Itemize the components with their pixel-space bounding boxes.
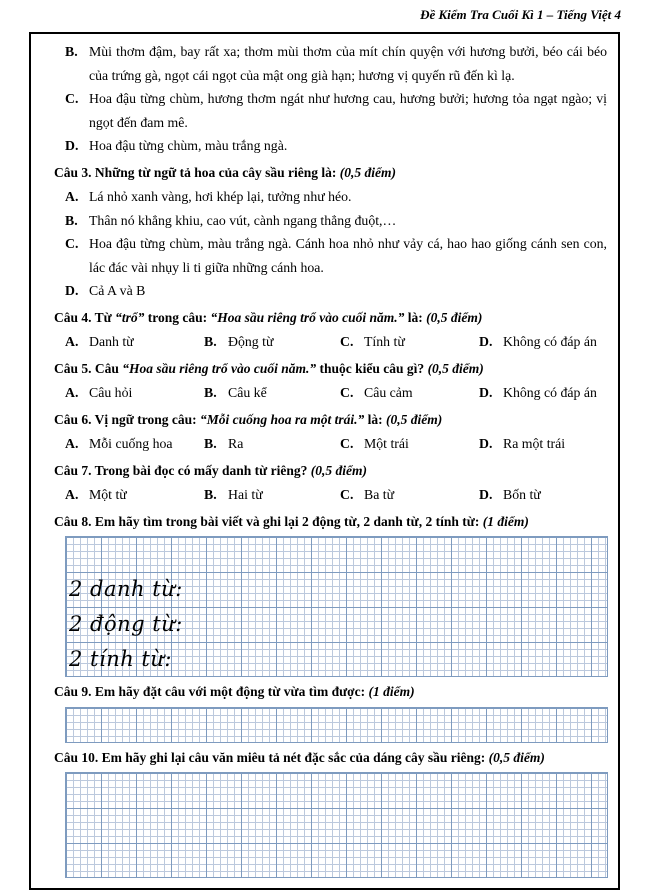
option-letter: C. [65, 91, 79, 106]
question-cau-4 [54, 306, 608, 330]
question-text-segment: trong câu: [144, 309, 211, 325]
question-text-segment: “Hoa sầu riêng trổ vào cuối năm.” [122, 360, 317, 376]
options-row-cau-7-options [65, 483, 608, 507]
answer-option-cau-6-options-b [204, 432, 340, 456]
option-text: Câu cảm [364, 385, 413, 400]
option-letter: C. [65, 236, 79, 251]
answer-option-cau-7-options-c [340, 483, 479, 507]
option-letter: D. [479, 385, 493, 400]
answer-grid-cau-9-answer [65, 707, 608, 743]
answer-option-cau-2-options-b [65, 40, 608, 87]
option-text: Ra [228, 436, 244, 451]
option-text: Hoa đậu từng chùm, màu trắng ngà. [89, 138, 288, 153]
option-letter: D. [65, 138, 79, 153]
document-content [54, 40, 608, 878]
question-text-segment: Câu 6. Vị ngữ trong câu: [54, 411, 200, 427]
question-text-segment: là: [364, 411, 387, 427]
answer-option-cau-3-options-c [65, 232, 608, 279]
question-cau-9 [54, 680, 608, 704]
option-letter: B. [204, 436, 217, 451]
question-text-segment: Câu 10. Em hãy ghi lại câu văn miêu tả nét đặc sắc của dáng cây sầu riêng: [54, 749, 489, 765]
question-text-segment: Câu 9. Em hãy đặt câu với một động từ vừa tìm được: [54, 684, 369, 699]
option-text: Ra một trái [503, 436, 566, 451]
option-letter: C. [340, 334, 354, 349]
answer-option-cau-4-options-b [204, 330, 340, 354]
option-text: Câu hỏi [89, 385, 133, 400]
option-letter: D. [479, 487, 493, 502]
answer-option-cau-3-options-d [65, 279, 608, 303]
question-text-segment: (0,5 điểm) [488, 749, 545, 765]
answer-option-cau-6-options-c [340, 432, 479, 456]
options-row-cau-4-options [65, 330, 608, 354]
question-text-segment: (0,5 điểm) [427, 360, 484, 376]
option-letter: B. [204, 334, 217, 349]
answer-option-cau-6-options-d [479, 432, 608, 456]
question-cau-5 [54, 357, 608, 381]
option-text: Không có đáp án [503, 334, 597, 349]
answer-option-cau-5-options-a [65, 381, 204, 405]
answer-option-cau-3-options-b [65, 209, 608, 233]
question-cau-3 [54, 161, 608, 185]
option-text: Hai từ [228, 487, 263, 502]
question-text-segment: (0,5 điểm) [339, 164, 396, 180]
answer-option-cau-2-options-c [65, 87, 608, 134]
option-letter: B. [204, 385, 217, 400]
question-cau-6 [54, 408, 608, 432]
answer-option-cau-4-options-d [479, 330, 608, 354]
handwritten-answer: 2 tính từ: [69, 647, 172, 671]
option-text: Thân nó khẳng khiu, cao vút, cành ngang thẳng đuột,… [89, 212, 397, 228]
options-row-cau-5-options [65, 381, 608, 405]
question-text-segment: (0,5 điểm) [386, 411, 443, 427]
option-letter: B. [204, 487, 217, 502]
option-letter: D. [479, 334, 493, 349]
question-cau-7 [54, 459, 608, 483]
option-letter: C. [340, 487, 354, 502]
question-text-segment: là: [404, 309, 427, 325]
option-text: Một từ [89, 487, 127, 502]
option-text: Bốn từ [503, 487, 541, 502]
question-text-segment: Câu 8. Em hãy tìm trong bài viết và ghi lại 2 động từ, 2 danh từ, 2 tính từ: [54, 513, 483, 529]
option-letter: B. [65, 44, 78, 59]
question-text-segment: (1 điểm) [368, 684, 415, 699]
question-text-segment: thuộc kiểu câu gì? [316, 360, 428, 376]
question-text-segment: (0,5 điểm) [426, 309, 483, 325]
answer-grid-cau-10-answer [65, 772, 608, 878]
option-text: Hoa đậu từng chùm, màu trắng ngà. Cánh hoa nhỏ như vảy cá, hao hao giống cánh sen con, lác đác vài nhụy li ti giữa những cánh hoa. [89, 236, 607, 275]
option-text: Không có đáp án [503, 385, 597, 400]
option-letter: A. [65, 436, 79, 451]
question-cau-8 [54, 510, 608, 534]
answer-option-cau-7-options-a [65, 483, 204, 507]
answer-option-cau-5-options-b [204, 381, 340, 405]
question-text-segment: Câu 4. Từ [54, 309, 116, 325]
option-letter: A. [65, 334, 79, 349]
question-text-segment: Câu 3. Những từ ngữ tả hoa của cây sầu riêng là: [54, 164, 340, 180]
option-text: Câu kể [228, 385, 267, 400]
answer-option-cau-7-options-b [204, 483, 340, 507]
answer-option-cau-4-options-c [340, 330, 479, 354]
answer-option-cau-4-options-a [65, 330, 204, 354]
question-text-segment: (0,5 điểm) [310, 462, 368, 478]
answer-option-cau-5-options-c [340, 381, 479, 405]
option-text: Một trái [364, 436, 409, 451]
answer-grid-cau-8-answer [65, 536, 608, 677]
question-cau-10 [54, 746, 608, 770]
option-text: Mỗi cuống hoa [89, 436, 173, 451]
option-text: Tính từ [364, 334, 405, 349]
handwritten-answer: 2 động từ: [69, 612, 183, 636]
option-letter: D. [479, 436, 493, 451]
question-text-segment: “trổ” [115, 309, 145, 325]
options-row-cau-6-options [65, 432, 608, 456]
option-letter: A. [65, 189, 79, 204]
question-text-segment: “Mỗi cuống hoa ra một trái.” [200, 411, 365, 427]
option-letter: A. [65, 487, 79, 502]
answer-option-cau-6-options-a [65, 432, 204, 456]
option-text: Cả A và B [89, 283, 146, 298]
question-text-segment: Câu 7. Trong bài đọc có mấy danh từ riêng? [54, 462, 311, 478]
option-text: Động từ [228, 334, 274, 349]
answer-option-cau-5-options-d [479, 381, 608, 405]
question-text-segment: “Hoa sầu riêng trổ vào cuối năm.” [210, 309, 405, 325]
option-letter: A. [65, 385, 79, 400]
question-text-segment: (1 điểm) [482, 513, 529, 529]
answer-option-cau-7-options-d [479, 483, 608, 507]
document-frame [29, 32, 620, 890]
handwritten-answer: 2 danh từ: [69, 577, 183, 601]
option-text: Ba từ [364, 487, 395, 502]
option-letter: C. [340, 436, 354, 451]
page-header-title: Đề Kiểm Tra Cuối Kì 1 – Tiếng Việt 4 [420, 7, 621, 22]
option-letter: C. [340, 385, 354, 400]
option-text: Lá nhỏ xanh vàng, hơi khép lại, tưởng như héo. [89, 189, 352, 204]
answer-option-cau-3-options-a [65, 185, 608, 209]
option-text: Danh từ [89, 334, 134, 349]
question-text-segment: Câu 5. Câu [54, 360, 123, 376]
option-text: Mùi thơm đậm, bay rất xa; thơm mùi thơm của mít chín quyện với hương bưởi, béo cái béo của trứng gà, ngọt cái ngọt của mật ong già hạn; hương vị quyến rũ đến kì lạ. [89, 44, 607, 83]
option-letter: B. [65, 212, 78, 228]
option-letter: D. [65, 283, 79, 298]
option-text: Hoa đậu từng chùm, hương thơm ngát như hương cau, hương bưởi; hương tỏa ngạt ngào; vị ngọt đến đam mê. [89, 91, 607, 130]
answer-option-cau-2-options-d [65, 134, 608, 158]
